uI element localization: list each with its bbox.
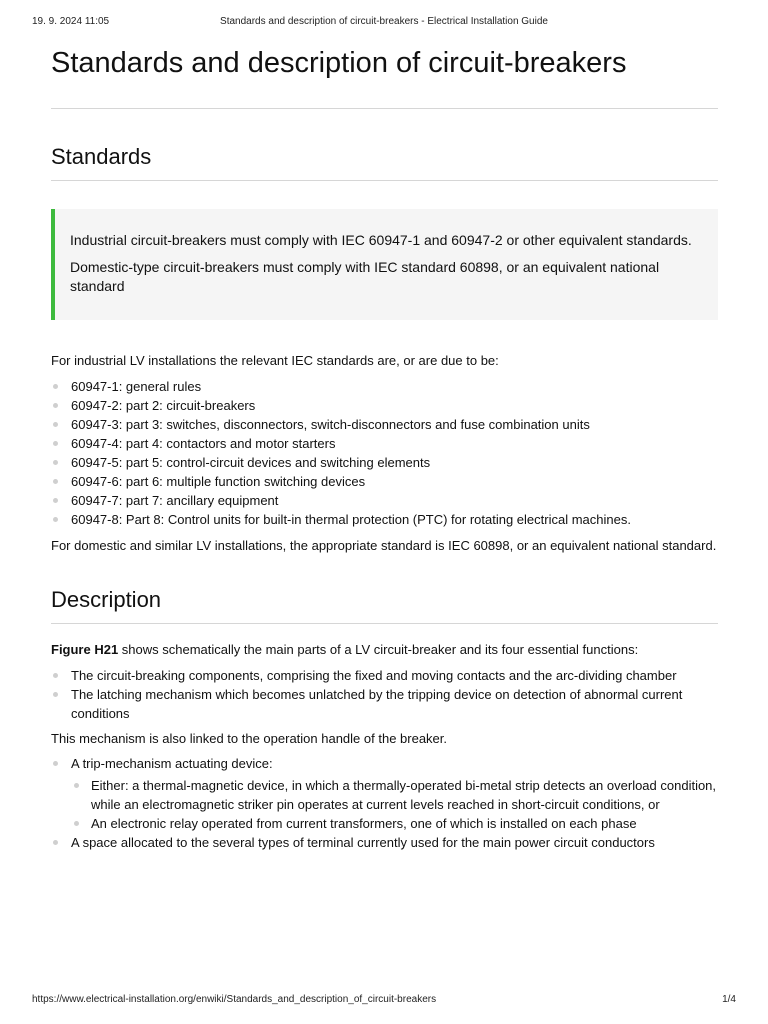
list-item: 60947-5: part 5: control-circuit devices and switching elements [51, 453, 718, 472]
components-list [51, 754, 718, 852]
figure-paragraph [51, 640, 718, 659]
list-item: 60947-2: part 2: circuit-breakers [51, 396, 718, 415]
print-date: 19. 9. 2024 11:05 [32, 16, 110, 27]
trip-device-sublist [71, 776, 718, 833]
note-industrial: Industrial circuit-breakers must comply with IEC 60947-1 and 60947-2 or other equivalent standards. [70, 232, 692, 248]
functions-list [51, 666, 718, 723]
standards-note-box [51, 209, 718, 320]
list-item: 60947-8: Part 8: Control units for built-in thermal protection (PTC) for rotating electrical machines. [51, 510, 718, 529]
print-footer [32, 994, 736, 1008]
list-item-trip-mechanism [51, 754, 718, 833]
list-item: 60947-6: part 6: multiple function switching devices [51, 472, 718, 491]
domestic-standard-paragraph: For domestic and similar LV installations, the appropriate standard is IEC 60898, or an equivalent national standard. [51, 538, 717, 553]
list-item: An electronic relay operated from current transformers, one of which is installed on each phase [71, 814, 718, 833]
list-item: 60947-7: part 7: ancillary equipment [51, 491, 718, 510]
list-item-terminals: A space allocated to the several types of terminal currently used for the main power circuit conductors [51, 833, 718, 852]
section-heading-standards: Standards [51, 142, 718, 181]
figure-paragraph-text: shows schematically the main parts of a LV circuit-breaker and its four essential functions: [118, 642, 639, 657]
list-item: 60947-3: part 3: switches, disconnectors, switch-disconnectors and fuse combination units [51, 415, 718, 434]
list-item: 60947-1: general rules [51, 377, 718, 396]
note-domestic: Domestic-type circuit-breakers must comply with IEC standard 60898, or an equivalent national standard [70, 259, 660, 294]
article-content [51, 44, 718, 852]
section-heading-description: Description [51, 585, 718, 624]
figure-reference: Figure H21 [51, 642, 119, 657]
print-document-title: Standards and description of circuit-breakers - Electrical Installation Guide [220, 16, 548, 27]
mechanism-paragraph: This mechanism is also linked to the operation handle of the breaker. [51, 731, 448, 746]
page-title: Standards and description of circuit-breakers [51, 44, 718, 109]
page-url: https://www.electrical-installation.org/enwiki/Standards_and_description_of_circuit-breakers [32, 994, 437, 1005]
standards-intro: For industrial LV installations the relevant IEC standards are, or are due to be: [51, 353, 499, 368]
list-item: The latching mechanism which becomes unlatched by the tripping device on detection of abnormal current conditions [51, 685, 718, 723]
list-item: The circuit-breaking components, comprising the fixed and moving contacts and the arc-dividing chamber [51, 666, 718, 685]
list-item: Either: a thermal-magnetic device, in which a thermally-operated bi-metal strip detects an overload condition, while an electromagnetic striker pin operates at current levels reached in short-circuit conditions, or [71, 776, 718, 814]
trip-mechanism-label: A trip-mechanism actuating device: [71, 756, 273, 771]
list-item: 60947-4: part 4: contactors and motor starters [51, 434, 718, 453]
print-header [32, 16, 736, 30]
page-number: 1/4 [722, 994, 736, 1005]
standards-list [51, 377, 718, 529]
